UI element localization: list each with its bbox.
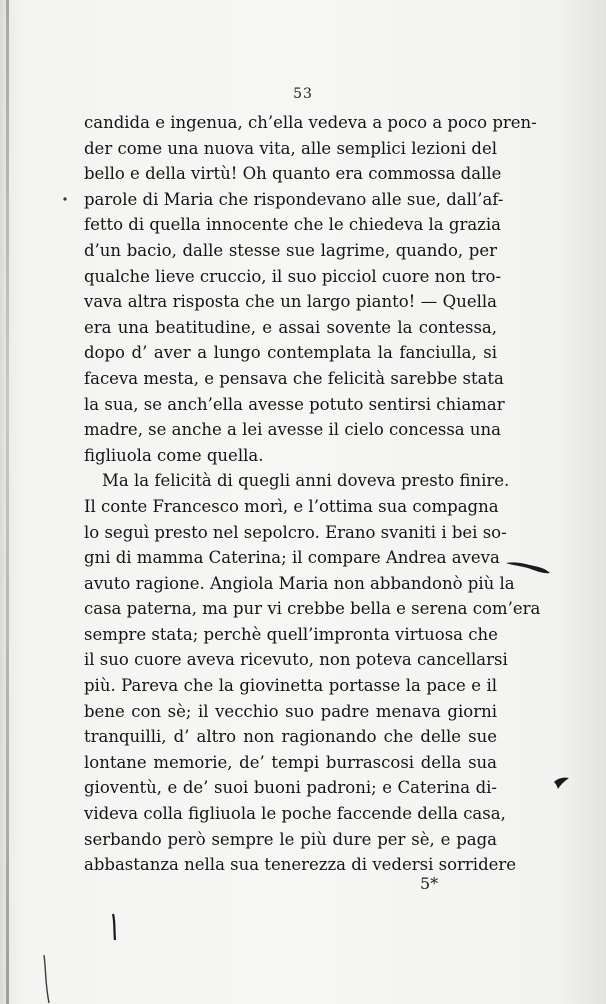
signature-mark: 5* bbox=[420, 874, 439, 893]
text-line: Il conte Francesco morì, e l’ottima sua compagna bbox=[84, 496, 499, 516]
text-line: sempre stata; perchè quell’impronta virtuosa che bbox=[84, 624, 498, 644]
text-line: dopo d’ aver a lungo contemplata la fanciulla, si bbox=[84, 343, 497, 363]
text-line: la sua, se anch’ella avesse potuto sentirsi chiamar bbox=[84, 394, 505, 414]
text-line: bene con sè; il vecchio suo padre menava giorni bbox=[84, 701, 497, 721]
text-line: tranquilli, d’ altro non ragionando che delle sue bbox=[84, 727, 497, 747]
text-line: più. Pareva che la giovinetta portasse la pace e il bbox=[84, 676, 497, 696]
text-line: lo seguì presto nel sepolcro. Erano svaniti i bei so- bbox=[84, 522, 507, 542]
text-line: fetto di quella innocente che le chiedeva la grazia bbox=[84, 215, 501, 235]
text-line: casa paterna, ma pur vi crebbe bella e serena com’era bbox=[84, 599, 541, 619]
page-gutter-shadow bbox=[6, 0, 9, 1004]
text-line: gni di mamma Caterina; il compare Andrea aveva bbox=[84, 548, 500, 568]
text-line: candida e ingenua, ch’ella vedeva a poco a poco pren- bbox=[84, 113, 537, 132]
text-line: videva colla figliuola le poche faccende della casa, bbox=[84, 804, 506, 824]
text-line: faceva mesta, e pensava che felicità sarebbe stata bbox=[84, 368, 504, 388]
text-line: bello e della virtù! Oh quanto era commossa dalle bbox=[84, 164, 502, 184]
ink-smudge-icon bbox=[504, 555, 552, 579]
text-line: der come una nuova vita, alle semplici lezioni del bbox=[84, 138, 497, 158]
ink-speck-icon bbox=[62, 196, 68, 202]
text-line: figliuola come quella. bbox=[84, 445, 264, 465]
text-line: il suo cuore aveva ricevuto, non poteva cancellarsi bbox=[84, 650, 508, 670]
text-line: avuto ragione. Angiola Maria non abbandonò più la bbox=[84, 573, 515, 593]
text-line: serbando però sempre le più dure per sè, e paga bbox=[84, 829, 497, 849]
body-text bbox=[84, 110, 541, 878]
page-number: 53 bbox=[293, 86, 313, 102]
text-line: abbastanza nella sua tenerezza di vedersi sorridere bbox=[84, 855, 517, 875]
text-line: d’un bacio, dalle stesse sue lagrime, quando, per bbox=[84, 240, 497, 260]
text-line: madre, se anche a lei avesse il cielo concessa una bbox=[84, 420, 501, 440]
text-line: gioventù, e de’ suoi buoni padroni; e Caterina di- bbox=[84, 778, 497, 798]
text-line: lontane memorie, de’ tempi burrascosi della sua bbox=[84, 752, 497, 772]
text-line: vava altra risposta che un largo pianto! — Quella bbox=[84, 292, 497, 312]
text-line: parole di Maria che rispondevano alle sue, dall’af- bbox=[84, 189, 504, 209]
text-line: era una beatitudine, e assai sovente la contessa, bbox=[84, 317, 497, 337]
text-line: Ma la felicità di quegli anni doveva presto finire. bbox=[102, 471, 510, 491]
text-line: qualche lieve cruccio, il suo picciol cuore non tro- bbox=[84, 266, 502, 286]
ink-stroke-icon bbox=[110, 912, 118, 942]
ink-blot-icon bbox=[550, 772, 572, 792]
page-edge-mark-icon bbox=[40, 955, 54, 1004]
